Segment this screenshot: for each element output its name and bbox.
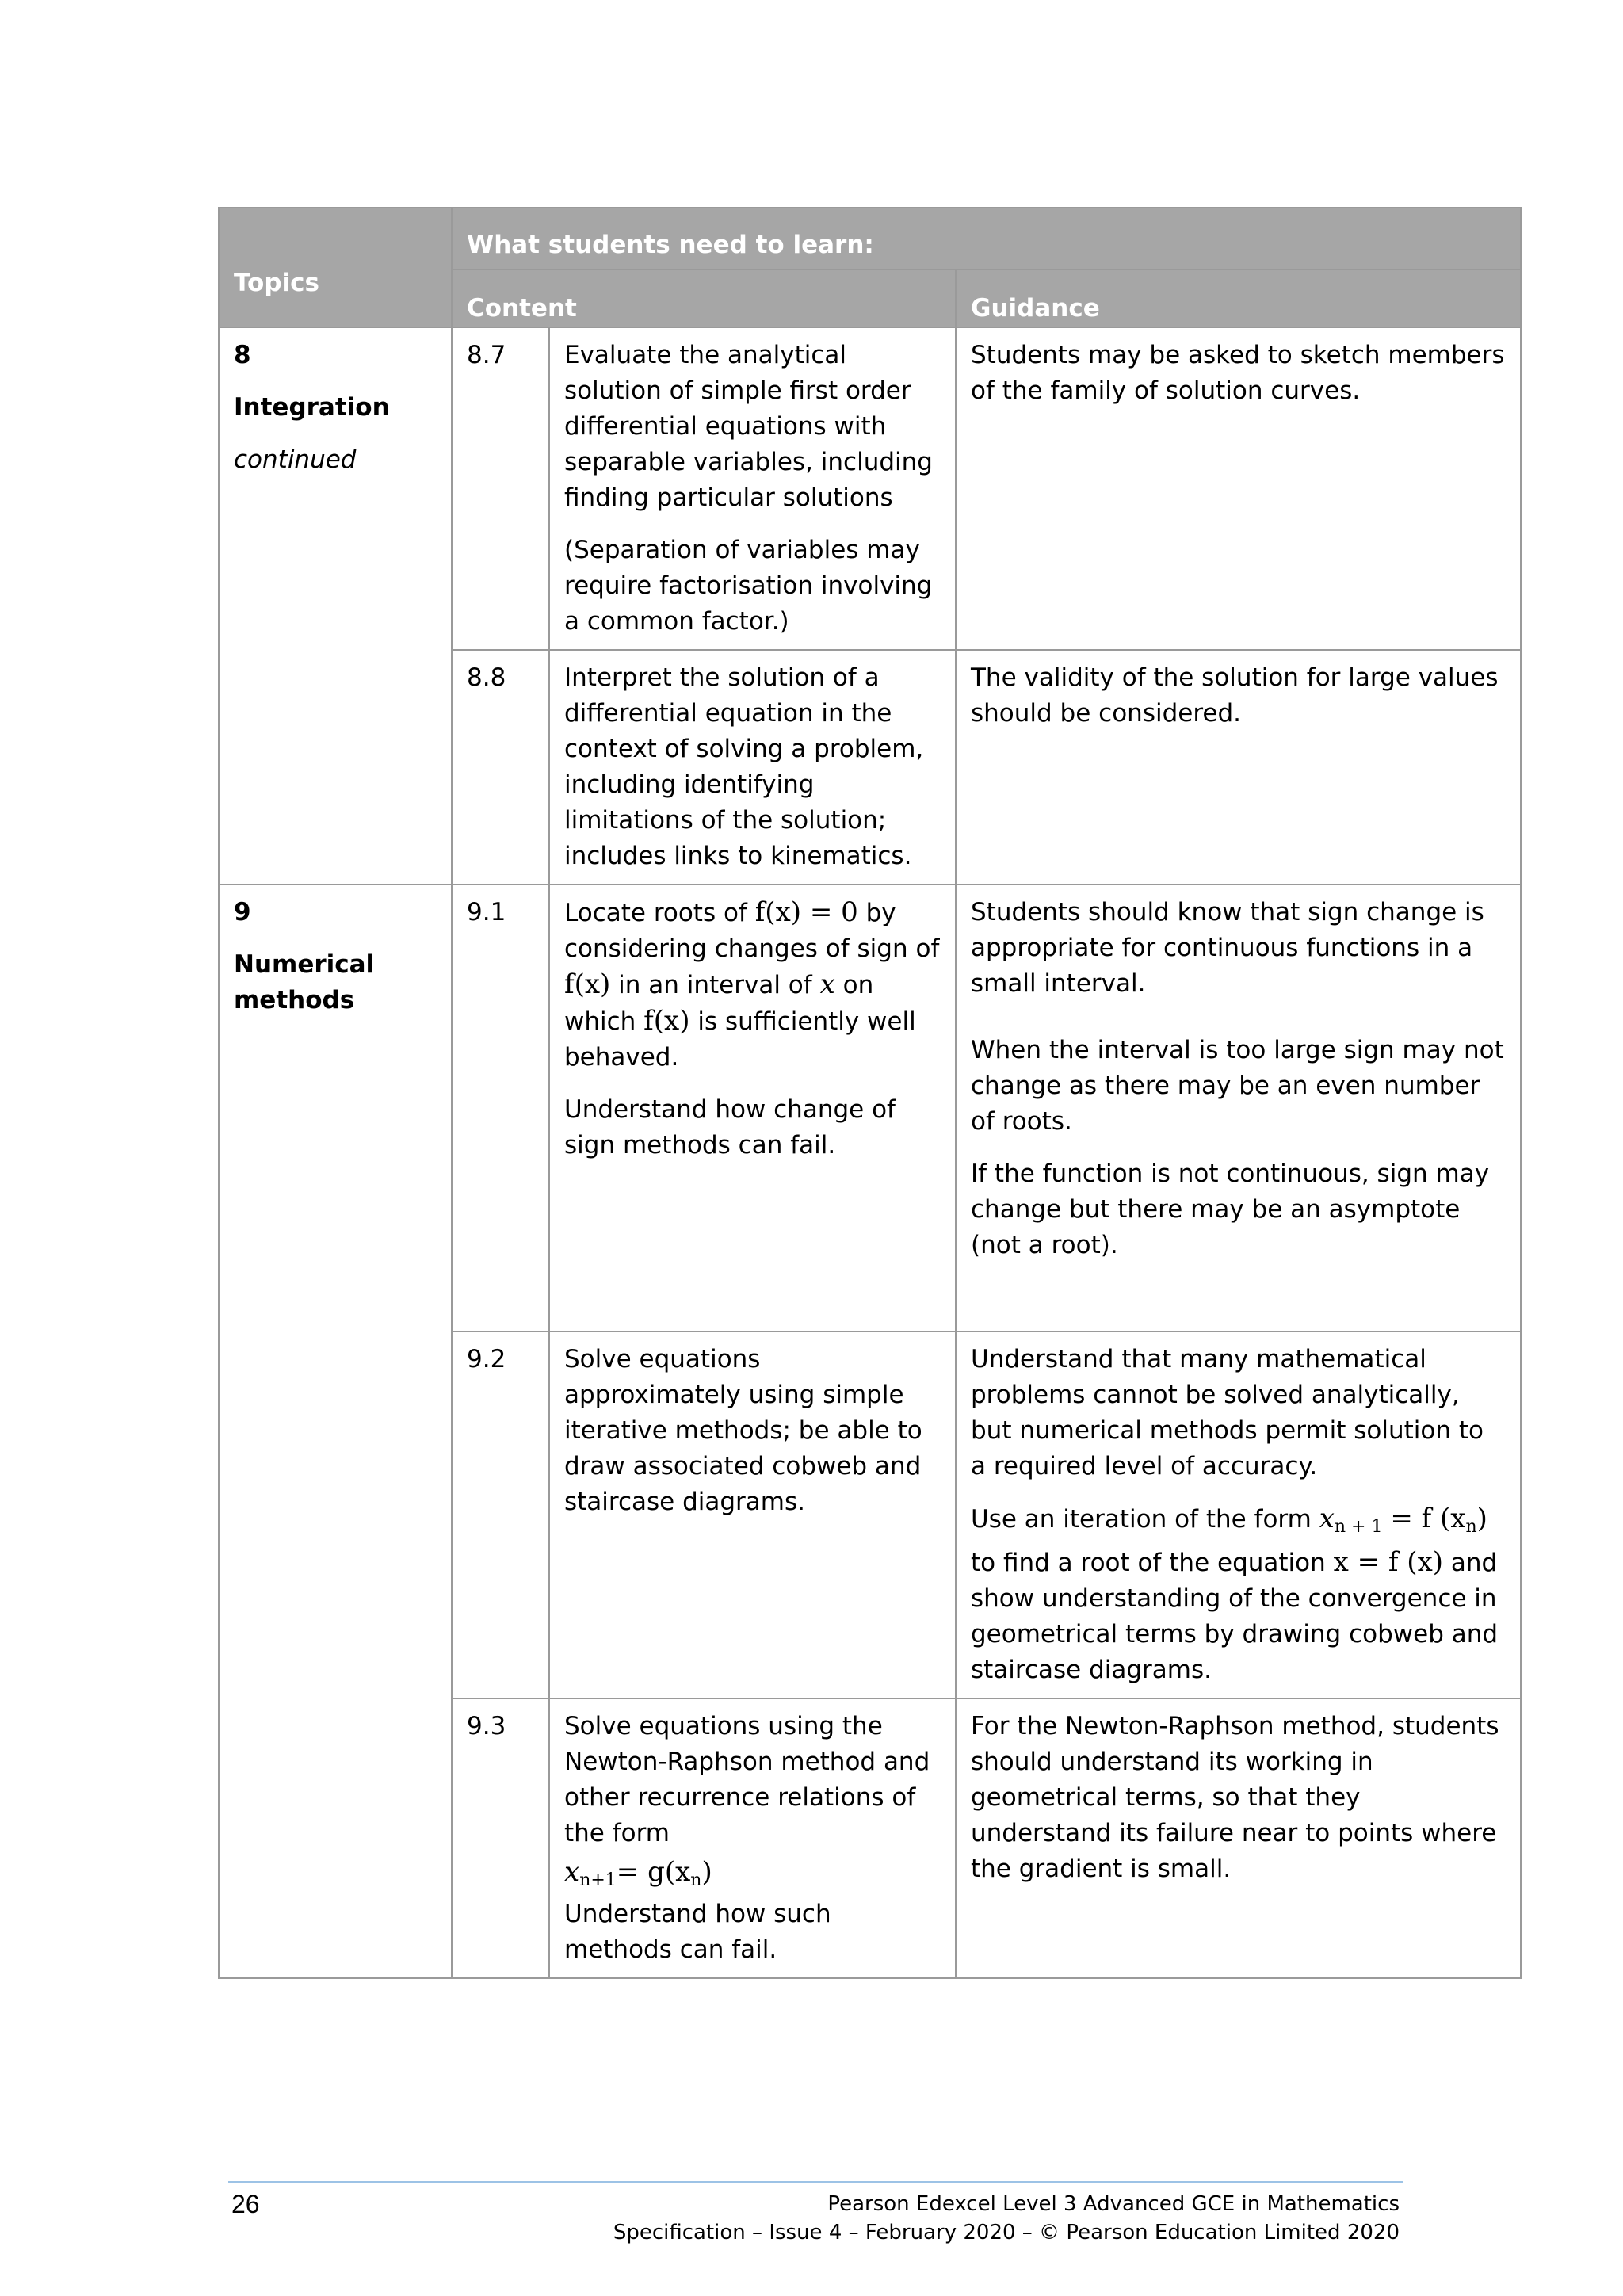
guidance-text (971, 1501, 1506, 1688)
content-cell (549, 327, 956, 650)
ref-number: 8.8 (452, 650, 549, 884)
what-students-header: What students need to learn: (452, 208, 1521, 269)
content-text: Understand how such methods can fail. (564, 1900, 831, 1964)
math-subscript: n (690, 1870, 702, 1890)
math-expression: x (819, 968, 835, 1000)
content-text: Interpret the solution of a differential equation in the context of solving a problem, including identifying limitations of the solution; includes links to kinematics. (564, 663, 924, 870)
math-expression: x (1319, 1503, 1335, 1534)
guidance-text: If the function is not continuous, sign may change but there may be an asymptote (not a root). (971, 1159, 1490, 1259)
content-text: Evaluate the analytical solution of simple first order differential equations with separable variables, including finding particular solutions (564, 341, 933, 512)
guidance-text: Students should know that sign change is appropriate for continuous functions in a small interval. (971, 898, 1484, 998)
math-expression: f(x) (564, 968, 611, 1000)
footer-title: Pearson Edexcel Level 3 Advanced GCE in Mathematics (827, 2192, 1400, 2216)
guidance-cell (956, 327, 1521, 650)
guidance-text: When the interval is too large sign may not change as there may be an even number of roots. (971, 1036, 1504, 1136)
math-expression: x = f (x) (1333, 1546, 1444, 1578)
content-text: (Separation of variables may require factorisation involving a common factor.) (564, 536, 933, 636)
content-cell (549, 884, 956, 1331)
math-expression: f(x) (643, 1005, 690, 1037)
footer-divider (228, 2181, 1403, 2183)
math-expression: f(x) = 0 (754, 896, 858, 928)
guidance-text: Students may be asked to sketch members of the family of solution curves. (971, 341, 1505, 405)
math-subscript: n+1 (579, 1870, 617, 1890)
footer-specification: Specification – Issue 4 – February 2020 – © Pearson Education Limited 2020 (613, 2221, 1400, 2244)
guidance-text: The validity of the solution for large values should be considered. (971, 663, 1499, 728)
text-run: to find a root of the equation (971, 1549, 1326, 1577)
header-row-top (219, 208, 1521, 269)
math-expression: ) (1476, 1503, 1487, 1534)
content-header: Content (452, 269, 956, 327)
math-expression: = f (x (1390, 1503, 1466, 1534)
content-text: Understand how change of sign methods can fail. (564, 1095, 896, 1159)
topic-cell (219, 327, 452, 884)
page-number: 26 (231, 2190, 260, 2218)
topic-continued: continued (234, 445, 357, 474)
ref-number: 9.2 (452, 1331, 549, 1698)
math-expression: x (564, 1856, 580, 1888)
text-run: by considering changes of sign of (564, 899, 940, 963)
content-cell (549, 1331, 956, 1698)
guidance-text: For the Newton-Raphson method, students should understand its working in geometrical terms, so that they understand its failure near to points where the gradient is small. (971, 1712, 1499, 1883)
math-expression: ) (701, 1856, 712, 1888)
ref-number: 9.1 (452, 884, 549, 1331)
content-text (564, 895, 941, 1075)
content-text: Solve equations approximately using simple iterative methods; be able to draw associated cobweb and staircase diagrams. (564, 1345, 922, 1516)
guidance-cell (956, 1331, 1521, 1698)
ref-number: 8.7 (452, 327, 549, 650)
topic-number: 8 (234, 341, 251, 369)
text-run: in an interval of (618, 971, 812, 999)
text-run: Use an iteration of the form (971, 1505, 1312, 1534)
text-run: and show understanding of the convergence in geometrical terms by drawing cobweb and staircase diagrams. (971, 1549, 1499, 1684)
text-run: on which (564, 971, 874, 1036)
table-row (219, 327, 1521, 650)
specification-table (218, 207, 1522, 1979)
guidance-header: Guidance (956, 269, 1521, 327)
topic-cell (219, 884, 452, 1978)
text-run: is sufficiently well behaved. (564, 1007, 916, 1072)
topic-name: Numerical methods (234, 950, 375, 1014)
guidance-cell (956, 884, 1521, 1331)
guidance-text: Understand that many mathematical problems cannot be solved analytically, but numerical methods permit solution to a required level of accuracy. (971, 1345, 1484, 1480)
text-run: Locate roots of (564, 899, 747, 927)
content-cell (549, 1698, 956, 1978)
content-cell (549, 650, 956, 884)
math-subscript: n (1465, 1517, 1477, 1537)
math-subscript: n + 1 (1334, 1517, 1383, 1537)
topics-header: Topics (219, 208, 452, 327)
math-expression: = g(x (616, 1856, 691, 1888)
guidance-cell (956, 650, 1521, 884)
recurrence-formula (564, 1856, 941, 1897)
ref-number: 9.3 (452, 1698, 549, 1978)
content-text: Solve equations using the Newton-Raphson method and other recurrence relations of the form (564, 1712, 930, 1847)
topic-number: 9 (234, 898, 251, 926)
guidance-cell (956, 1698, 1521, 1978)
topic-name: Integration (234, 393, 390, 422)
table-row (219, 884, 1521, 1331)
